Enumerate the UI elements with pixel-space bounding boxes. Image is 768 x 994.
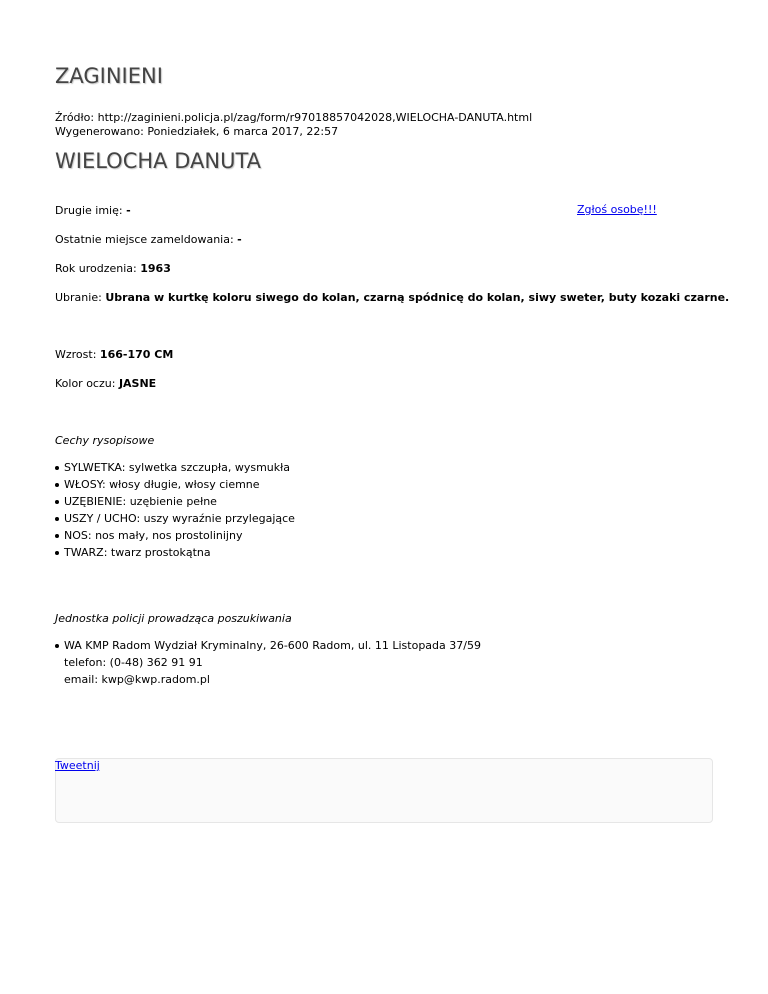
- height-row: [55, 348, 173, 362]
- features-heading: Cechy rysopisowe: [55, 434, 155, 447]
- police-unit-name: WA KMP Radom Wydział Kryminalny, 26-600 Radom, ul. 11 Listopada 37/59: [64, 639, 481, 652]
- police-unit-list: [55, 637, 481, 688]
- list-item: SYLWETKA: sylwetka szczupła, wysmukła: [55, 459, 295, 476]
- source-meta: [55, 111, 532, 139]
- eye-color-value: JASNE: [118, 377, 157, 390]
- middle-name-row: [55, 204, 131, 218]
- list-item: USZY / UCHO: uszy wyraźnie przylegające: [55, 510, 295, 527]
- police-unit-phone: telefon: (0-48) 362 91 91: [64, 656, 203, 669]
- clothing-row: [55, 291, 729, 305]
- site-title: ZAGINIENI: [55, 64, 163, 88]
- clothing-label: Ubranie:: [55, 291, 102, 304]
- generated-label: Wygenerowano:: [55, 125, 144, 138]
- report-person-link[interactable]: Zgłoś osobę!!!: [577, 203, 657, 216]
- person-name: WIELOCHA DANUTA: [55, 149, 262, 173]
- share-box: [55, 758, 713, 823]
- list-item: UZĘBIENIE: uzębienie pełne: [55, 493, 295, 510]
- birth-year-value: 1963: [140, 262, 171, 275]
- police-unit-heading: Jednostka policji prowadząca poszukiwania: [55, 612, 292, 625]
- source-line: [55, 111, 532, 125]
- source-url: http://zaginieni.policja.pl/zag/form/r97018857042028,WIELOCHA-DANUTA.html: [97, 111, 533, 124]
- height-label: Wzrost:: [55, 348, 97, 361]
- clothing-value: Ubrana w kurtkę koloru siwego do kolan, czarną spódnicę do kolan, siwy sweter, buty kozaki czarne.: [105, 291, 730, 304]
- features-list: [55, 459, 295, 561]
- list-item: WŁOSY: włosy długie, włosy ciemne: [55, 476, 295, 493]
- middle-name-value: -: [126, 204, 131, 217]
- last-residence-row: [55, 233, 242, 247]
- list-item: NOS: nos mały, nos prostolinijny: [55, 527, 295, 544]
- last-residence-label: Ostatnie miejsce zameldowania:: [55, 233, 234, 246]
- list-item: TWARZ: twarz prostokątna: [55, 544, 295, 561]
- last-residence-value: -: [237, 233, 242, 246]
- generated-value: Poniedziałek, 6 marca 2017, 22:57: [147, 125, 339, 138]
- tweet-link[interactable]: Tweetnij: [55, 759, 100, 772]
- police-unit-item: [55, 637, 481, 688]
- source-label: Źródło:: [55, 111, 95, 124]
- birth-year-label: Rok urodzenia:: [55, 262, 137, 275]
- height-value: 166-170 CM: [99, 348, 174, 361]
- birth-year-row: [55, 262, 171, 276]
- middle-name-label: Drugie imię:: [55, 204, 123, 217]
- generated-line: [55, 125, 532, 139]
- police-unit-email: email: kwp@kwp.radom.pl: [64, 673, 210, 686]
- eye-color-label: Kolor oczu:: [55, 377, 116, 390]
- eye-color-row: [55, 377, 156, 391]
